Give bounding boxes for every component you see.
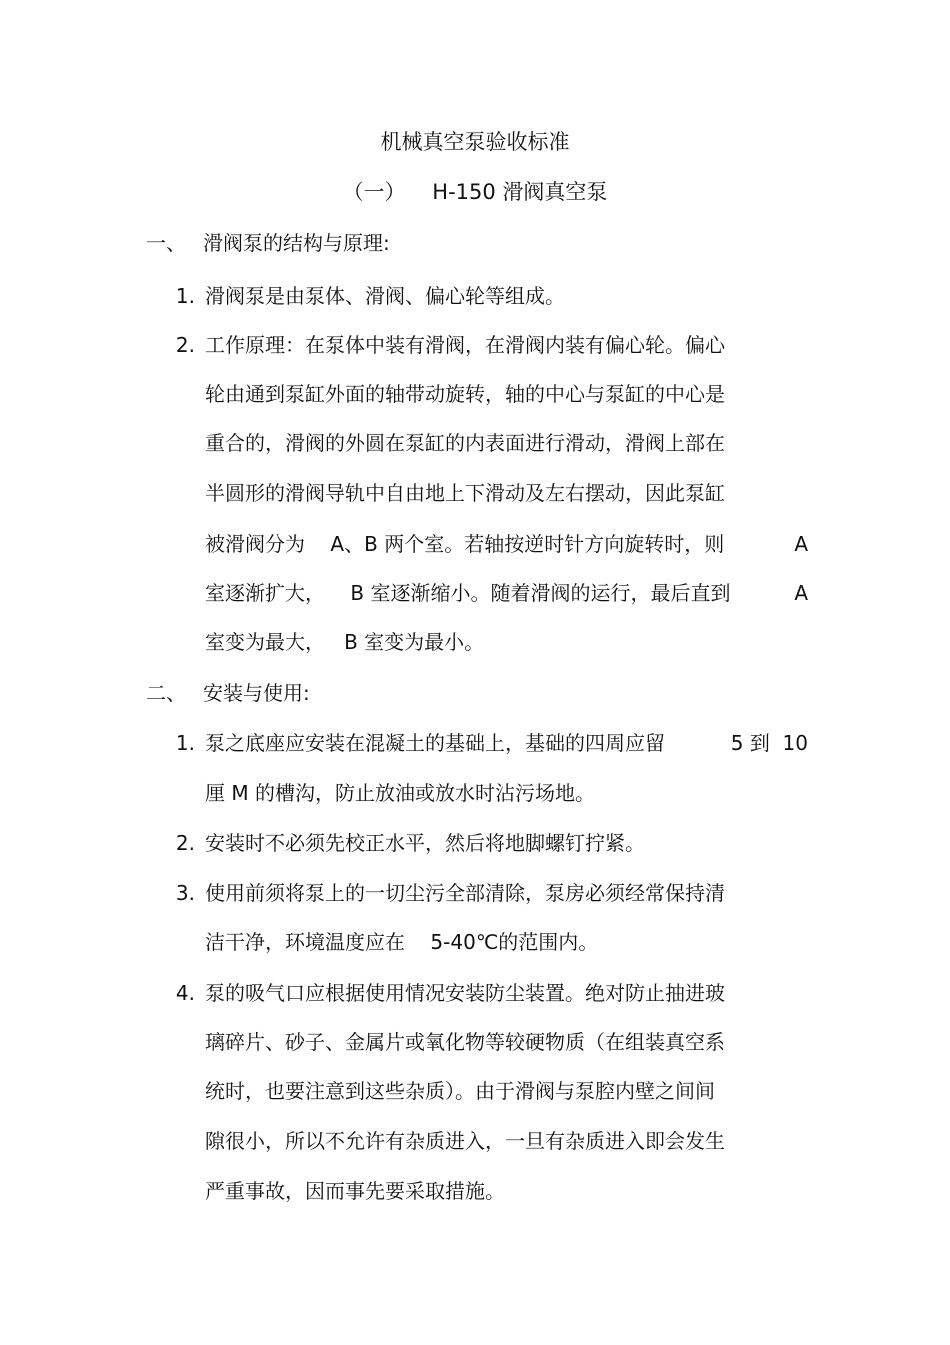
item-line: 室逐渐扩大， B 室逐渐缩小。随着滑阀的运行，最后直到 bbox=[205, 581, 731, 605]
item-line: 工作原理：在泵体中装有滑阀，在滑阀内装有偏心轮。偏心 bbox=[205, 333, 725, 357]
item-line: 厘 M 的槽沟，防止放油或放水时沾污场地。 bbox=[205, 781, 595, 805]
trailing-label: A bbox=[794, 532, 808, 556]
item-number: 1. bbox=[175, 731, 195, 755]
document-title: 机械真空泵验收标准 bbox=[380, 130, 570, 154]
item-number: 1. bbox=[175, 284, 195, 308]
item-line: 滑阀泵是由泵体、滑阀、偏心轮等组成。 bbox=[205, 284, 565, 308]
section1-marker: 一、 bbox=[146, 231, 186, 255]
item-line: 安装时不必须先校正水平，然后将地脚螺钉拧紧。 bbox=[205, 831, 645, 855]
item-number: 2. bbox=[175, 333, 195, 357]
trailing-label: 5 到 10 bbox=[730, 731, 808, 755]
item-line: 统时，也要注意到这些杂质）。由于滑阀与泵腔内壁之间间 bbox=[205, 1079, 715, 1103]
item-number: 2. bbox=[175, 831, 195, 855]
item-line: 洁干净，环境温度应在 5-40℃的范围内。 bbox=[205, 930, 599, 954]
item-line: 使用前须将泵上的一切尘污全部清除，泵房必须经常保持清 bbox=[205, 881, 725, 905]
item-line: 泵之底座应安装在混凝土的基础上，基础的四周应留 bbox=[205, 731, 665, 755]
item-line: 半圆形的滑阀导轨中自由地上下滑动及左右摆动，因此泵缸 bbox=[205, 481, 725, 505]
item-number: 3. bbox=[175, 881, 195, 905]
section1-heading: 滑阀泵的结构与原理: bbox=[203, 231, 390, 255]
trailing-label: A bbox=[794, 581, 808, 605]
document-subtitle: （一） H-150 滑阀真空泵 bbox=[342, 180, 608, 204]
item-line: 室变为最大， B 室变为最小。 bbox=[205, 630, 485, 654]
section2-marker: 二、 bbox=[146, 681, 186, 705]
section2-heading: 安装与使用: bbox=[203, 681, 310, 705]
item-number: 4. bbox=[175, 981, 195, 1005]
item-line: 隙很小，所以不允许有杂质进入，一旦有杂质进入即会发生 bbox=[205, 1129, 725, 1153]
item-line: 泵的吸气口应根据使用情况安装防尘装置。绝对防止抽进玻 bbox=[205, 981, 725, 1005]
item-line: 严重事故，因而事先要采取措施。 bbox=[205, 1179, 505, 1203]
item-line: 重合的，滑阀的外圆在泵缸的内表面进行滑动，滑阀上部在 bbox=[205, 431, 725, 455]
item-line: 被滑阀分为 A、B 两个室。若轴按逆时针方向旋转时，则 bbox=[205, 532, 725, 556]
item-line: 轮由通到泵缸外面的轴带动旋转，轴的中心与泵缸的中心是 bbox=[205, 382, 725, 406]
item-line: 璃碎片、砂子、金属片或氧化物等较硬物质（在组装真空系 bbox=[205, 1030, 725, 1054]
